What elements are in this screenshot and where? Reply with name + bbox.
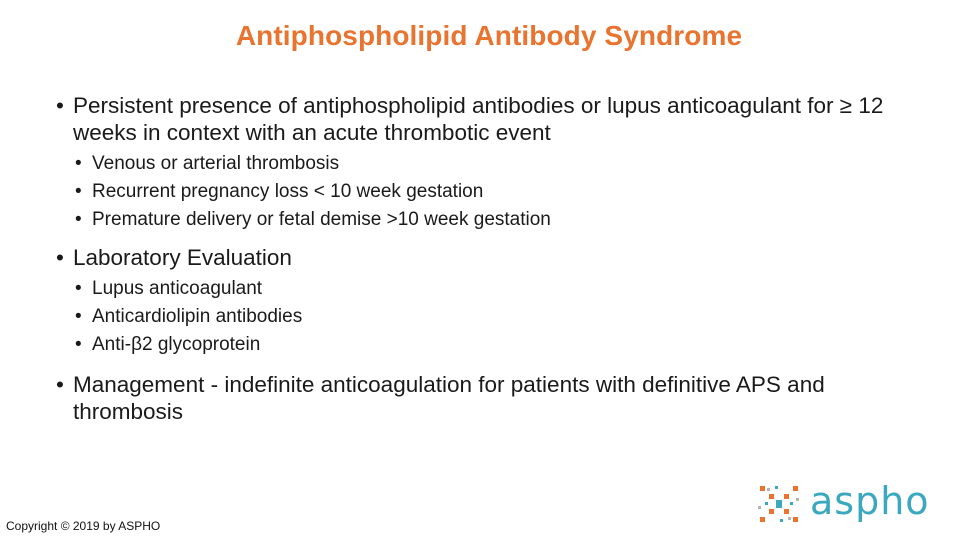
bullet-icon: • — [56, 372, 64, 397]
sub-bullet-text: Premature delivery or fetal demise >10 week gestation — [92, 209, 551, 230]
sub-bullet-list-1 — [75, 150, 936, 234]
bullet-icon: • — [56, 93, 64, 118]
aspho-logo — [758, 479, 934, 528]
bullet-text: Laboratory Evaluation — [73, 245, 292, 270]
bullet-point-1 — [56, 92, 936, 146]
aspho-logo-mark-icon — [758, 484, 800, 524]
bullet-icon: • — [75, 278, 82, 299]
bullet-text: Management - indefinite anticoagulation for patients with definitive APS and thrombosis — [73, 372, 825, 424]
sub-bullet-item — [75, 150, 936, 178]
sub-bullet-list-2 — [75, 275, 936, 359]
sub-bullet-item — [75, 206, 936, 234]
sub-bullet-text: Anticardiolipin antibodies — [92, 306, 303, 327]
sub-bullet-item — [75, 275, 936, 303]
sub-bullet-item — [75, 331, 936, 359]
bullet-icon: • — [75, 209, 82, 230]
bullet-icon: • — [75, 306, 82, 327]
bullet-icon: • — [56, 245, 64, 270]
bullet-icon: • — [75, 181, 82, 202]
slide-content — [56, 92, 936, 425]
bullet-icon: • — [75, 334, 82, 355]
sub-bullet-item — [75, 178, 936, 206]
sub-bullet-text: Anti-β2 glycoprotein — [92, 334, 261, 355]
aspho-logo-wordmark: aspho — [810, 479, 930, 523]
bullet-point-3 — [56, 371, 936, 425]
copyright-notice: Copyright © 2019 by ASPHO — [6, 519, 161, 533]
sub-bullet-text: Recurrent pregnancy loss < 10 week gestation — [92, 181, 484, 202]
bullet-icon: • — [75, 153, 82, 174]
sub-bullet-text: Lupus anticoagulant — [92, 278, 263, 299]
bullet-text: Persistent presence of antiphospholipid antibodies or lupus anticoagulant for ≥ 12 weeks in context with an acute thrombotic event — [73, 93, 884, 145]
sub-bullet-text: Venous or arterial thrombosis — [92, 153, 340, 174]
slide-title: Antiphospholipid Antibody Syndrome — [235, 20, 743, 51]
bullet-point-2 — [56, 244, 936, 271]
sub-bullet-item — [75, 303, 936, 331]
